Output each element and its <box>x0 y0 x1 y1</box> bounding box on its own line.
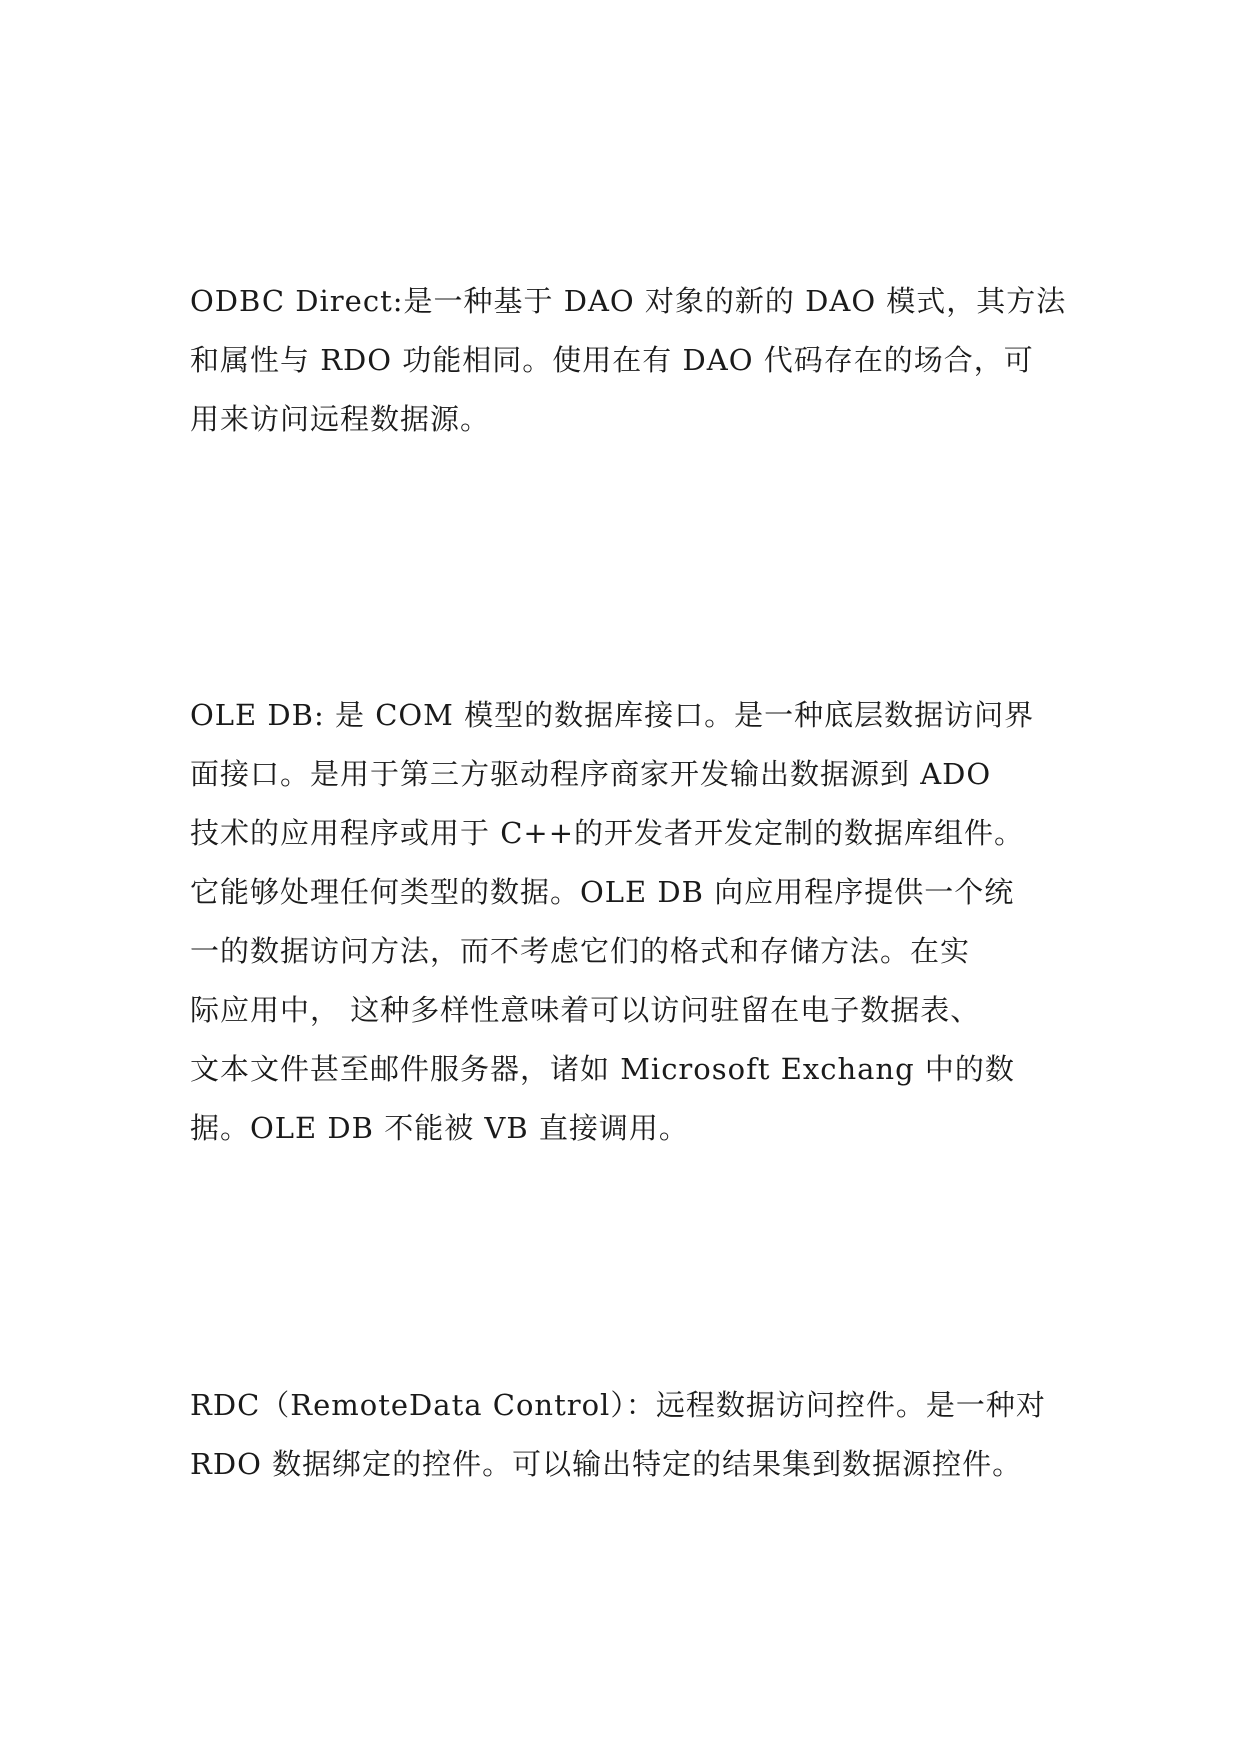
text-line: 据。OLE DB 不能被 VB 直接调用。 <box>190 1111 689 1145</box>
text-line: ODBC Direct:是一种基于 DAO 对象的新的 DAO 模式，其方法 <box>190 284 1067 318</box>
text-line: 一的数据访问方法，而不考虑它们的格式和存储方法。在实 <box>190 934 971 968</box>
text-line: 它能够处理任何类型的数据。OLE DB 向应用程序提供一个统 <box>190 875 1015 909</box>
text-line: 和属性与 RDO 功能相同。使用在有 DAO 代码存在的场合，可 <box>190 343 1034 377</box>
text-line: 际应用中， 这种多样性意味着可以访问驻留在电子数据表、 <box>190 993 981 1027</box>
text-line: 面接口。是用于第三方驱动程序商家开发输出数据源到 ADO <box>190 757 992 791</box>
text-line: 技术的应用程序或用于 C++的开发者开发定制的数据库组件。 <box>190 816 1025 850</box>
paragraph-odbc-direct <box>190 272 1070 449</box>
text-line: 文本文件甚至邮件服务器，诸如 Microsoft Exchang 中的数 <box>190 1052 1015 1086</box>
text-line: OLE DB: 是 COM 模型的数据库接口。是一种底层数据访问界 <box>190 698 1035 732</box>
paragraph-rdc <box>190 1376 1070 1494</box>
text-line: RDC（RemoteData Control）：远程数据访问控件。是一种对 <box>190 1388 1046 1422</box>
text-line: RDO 数据绑定的控件。可以输出特定的结果集到数据源控件。 <box>190 1447 1023 1481</box>
text-line: 用来访问远程数据源。 <box>190 402 491 436</box>
paragraph-ole-db <box>190 686 1070 1158</box>
